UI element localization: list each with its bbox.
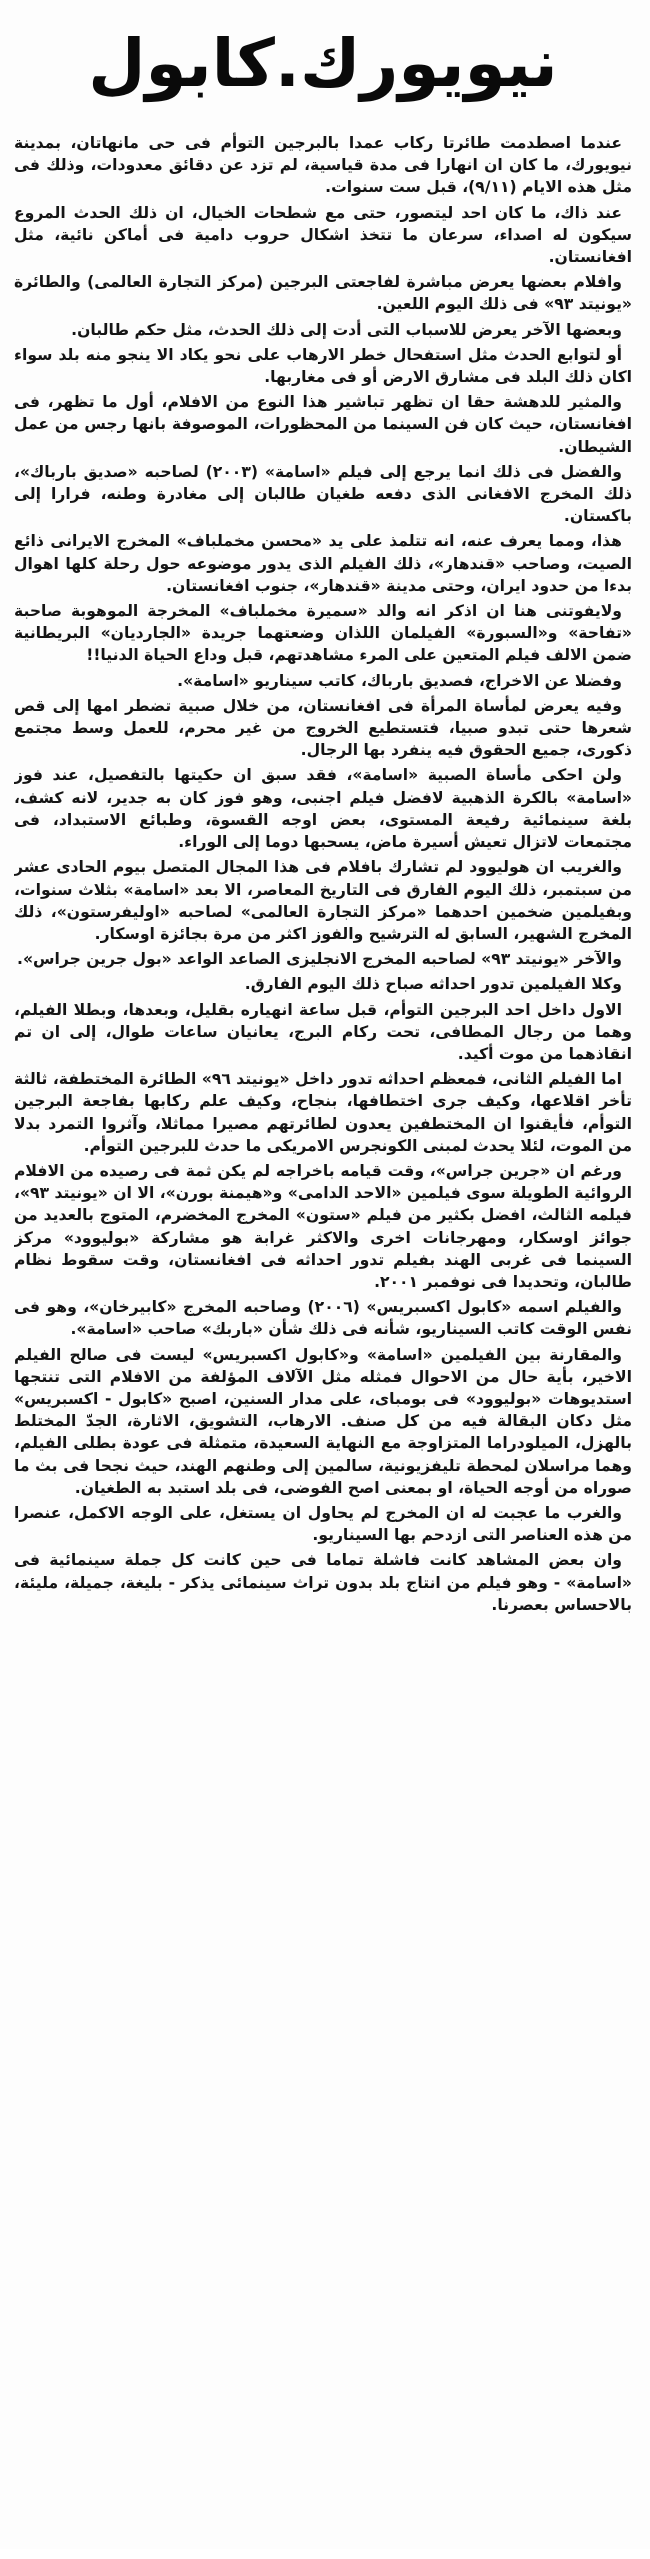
article-paragraph: أو لتوابع الحدث مثل استفحال خطر الارهاب على نحو يكاد الا ينجو منه بلد سواء اكان ذلك البلد فى مشارق الارض أو فى مغاربها.: [14, 345, 632, 387]
article-body: [14, 132, 632, 2550]
article-paragraph: ولن احكى مأساة الصبية «اسامة»، فقد سبق ان حكيتها بالتفصيل، عند فوز «اسامة» بالكرة الذهبية لافضل فيلم اجنبى، وهو فوز كان به جدير، لانه كشف، بلغة سينمائية رفيعة المستوى، بعض اوجه القسوة، وطبائع الاستبداد، فى مجتمعات لاتزال تعيش أسيرة ماض، يسحبها دوما إلى الوراء.: [14, 766, 632, 852]
article-paragraph: والفيلم اسمه «كابول اكسبريس» (٢٠٠٦) وصاحبه المخرج «كابيرخان»، وهو فى نفس الوقت كاتب السيناريو، شأنه فى ذلك شأن «باربك» صاحب «اسامة».: [14, 1298, 632, 1339]
article-paragraph: ورغم ان «جرين جراس»، وقت قيامه باخراجه لم يكن ثمة فى رصيده من الافلام الروائية الطويلة سوى فيلمين «الاحد الدامى» و«هيمنة بورن»، الا ان «يونيتد ٩٣»، فيلمه الثالث، افضل بكثير من فيلم «ستون» المخرج المخضرم، المتوج بالعديد من جوائز اوسكار، ومهرجانات اخرى والاكثر غرابة هو مشاركة «بوليوود» مركز السينما فى غربى الهند بفيلم تدور احداثه فى افغانستان، وقت سقوط نظام طالبان، وتحديدا فى نوفمبر ٢٠٠١.: [14, 1161, 632, 1291]
article-paragraph: والمثير للدهشة حقا ان تظهر تباشير هذا النوع من الافلام، أول ما تظهر، فى افغانستان، حيث كان فن السينما من المحظورات، الموصوفة بانها رجس من عمل الشيطان.: [14, 393, 632, 456]
headline: نيويورك.كابول: [88, 25, 558, 102]
article-paragraph: وفضلا عن الاخراج، فصديق بارباك، كاتب سيناريو «اسامة».: [177, 671, 622, 690]
article-paragraph: اما الفيلم الثانى، فمعظم احداثه تدور داخل «يونيتد ٩٦» الطائرة المختطفة، ثالثة تأخر اقلاعها، وكيف جرى اختطافها، بنجاح، وكيف علم ركابها بفاجعة البرجين التوأم، فأيقنوا ان المختطفين يعدون لطائرتهم مصيرا مماثلا، وآثروا التمرد بدلا من الموت، لئلا يحدث لمبنى الكونجرس الامريكى ما حدث للبرجين التوأم.: [14, 1070, 632, 1155]
article-paragraph: هذا، ومما يعرف عنه، انه تتلمذ على يد «محسن مخملباف» المخرج الايرانى ذائع الصيت، وصاحب «قندهار»، ذلك الفيلم الذى يدور موضوعه حول رحلة كلها اهوال بدءا من حدود ايران، وحتى مدينة «قندهار»، جنوب افغانستان.: [14, 532, 632, 595]
article-paragraph: والآخر «يونيتد ٩٣» لصاحبه المخرج الانجليزى الصاعد الواعد «بول جرين جراس».: [17, 950, 622, 969]
article-paragraph: وافلام بعضها يعرض مباشرة لفاجعتى البرجين (مركز التجارة العالمى) والطائرة «يونيتد ٩٣» فى ذلك اليوم اللعين.: [14, 273, 632, 314]
article-paragraph: والغرب ما عجبت له ان المخرج لم يحاول ان يستغل، على الوجه الاكمل، عنصرا من هذه العناصر التى ازدحم بها السيناريو.: [14, 1503, 632, 1545]
article-paragraph: وفيه يعرض لمأساة المرأة فى افغانستان، من خلال صبية تضطر امها إلى قص شعرها حتى تبدو صبيا، فتستطيع الخروج من غير محرم، للعمل وسط مجتمع ذكورى، جميع الحقوق فيه ينفرد بها الرجال.: [14, 696, 632, 760]
article-paragraph: والغريب ان هوليوود لم تشارك بافلام فى هذا المجال المتصل بيوم الحادى عشر من سبتمبر، ذلك اليوم الفارق فى التاريخ المعاصر، الا بعد «اسامة» بثلاث سنوات، وبفيلمين ضخمين احدهما «مركز التجارة العالمى» لصاحبه «اوليفرستون»، ذلك المخرج الشهير، السابق له الترشيح والفوز اكثر من مرة بجائزة اوسكار.: [14, 858, 632, 943]
article-paragraph: الاول داخل احد البرجين التوأم، قبل ساعة انهياره بقليل، وبعدها، وبطلا الفيلم، وهما من رجال المطافى، تحت ركام البرج، يعانيان ساعات طوال، إلى ان تم انقاذهما من موت أكيد.: [14, 1000, 632, 1063]
article-paragraph: والفضل فى ذلك انما يرجع إلى فيلم «اسامة» (٢٠٠٣) لصاحبه «صديق بارباك»، ذلك المخرج الافغانى الذى دفعه طغيان طالبان إلى مغادرة وطنه، فرارا إلى باكستان.: [14, 462, 632, 526]
article-paragraph: وبعضها الآخر يعرض للاسباب التى أدت إلى ذلك الحدث، مثل حكم طالبان.: [71, 320, 622, 339]
bottom-margin: [0, 2549, 650, 2559]
article-paragraph: والمقارنة بين الفيلمين «اسامة» و«كابول اكسبريس» ليست فى صالح الفيلم الاخير، بأية حال من الاحوال فمثله مثل الآلاف المؤلفة من الافلام التى تنتجها استديوهات «بوليوود» فى بومباى، على مدار السنين، اصبح «كابول - اكسبريس» مثل دكان البقالة فيه من كل صنف. الارهاب، التشويق، الاثارة، الجدّ المختلط بالهزل، الميلودراما المتزاوجة مع النهاية السعيدة، متمثلة فى عودة بطلى الفيلم، وهما مراسلان لمحطة تليفزيونية، سالمين إلى وطنهم الهند، حيث نجحا فى بث ما صوراه من أوجه الحياة، او بمعنى اصح الفوضى، فى بلد استبد به الطغيان.: [14, 1345, 632, 1497]
article-paragraph: ولايفوتنى هنا ان اذكر انه والد «سميرة مخملباف» المخرجة الموهوبة صاحبة «تفاحة» و«السبورة» الفيلمان اللذان وضعتهما جريدة «الجارديان» البريطانية ضمن الالف فيلم المتعين على المرء مشاهدتهم، قبل وداع الحياة الدنيا!!: [14, 602, 632, 665]
article-paragraph: وان بعض المشاهد كانت فاشلة تماما فى حين كانت كل جملة سينمائية فى «اسامة» - وهو فيلم من انتاج بلد بدون تراث سينمائى يذكر - بليغة، جميلة، مليئة، بالاحساس بعصرنا.: [14, 1551, 632, 1614]
article-paragraph: وكلا الفيلمين تدور احداثه صباح ذلك اليوم الفارق.: [244, 975, 622, 994]
article-paragraph: عندما اصطدمت طائرتا ركاب عمدا بالبرجين التوأم فى حى مانهاتان، بمدينة نيويورك، ما كان ان انهارا فى مدة قياسية، لم تزد عن دقائق معدودات، وذلك فى مثل هذه الايام (٩/١١)، قبل ست سنوات.: [14, 134, 632, 197]
article-paragraph: عند ذاك، ما كان احد ليتصور، حتى مع شطحات الخيال، ان ذلك الحدث المروع سيكون له اصداء، سرعان ما تتخذ اشكال حروب دامية فى أماكن نائية، مثل افغانستان.: [14, 203, 632, 267]
